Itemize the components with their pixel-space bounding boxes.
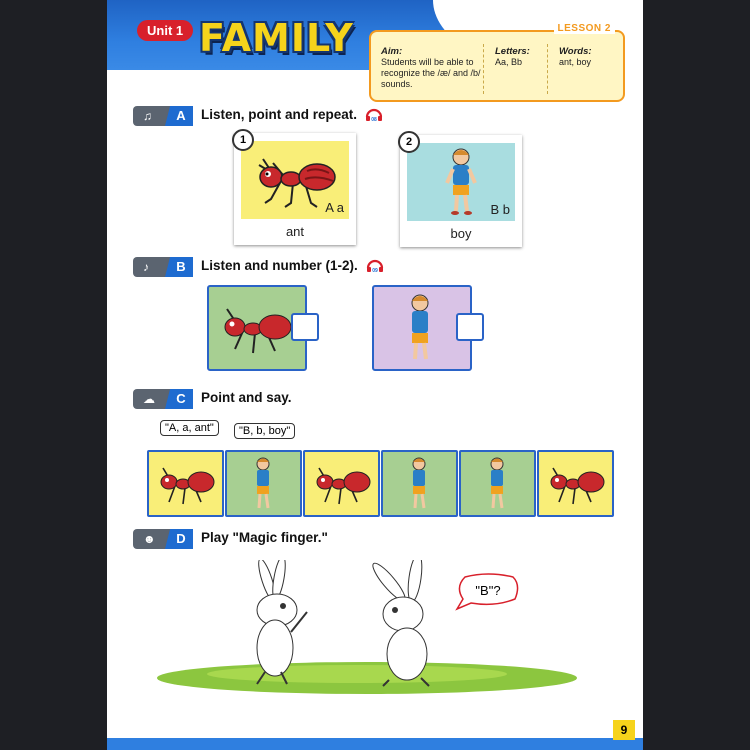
- speaker-icon: ♫: [143, 109, 152, 123]
- strip-picture-boy[interactable]: [459, 450, 536, 517]
- card-word: ant: [285, 224, 305, 239]
- card-word: boy: [450, 226, 472, 241]
- footer-band: [107, 738, 643, 750]
- section-instruction: [201, 258, 384, 273]
- svg-text:09: 09: [371, 268, 378, 274]
- card-letters: B b: [490, 202, 510, 217]
- section-a-header: [133, 106, 433, 128]
- speech-text: "B"?: [475, 583, 501, 598]
- speech-bubble-ant: "A, a, ant": [160, 420, 219, 436]
- section-instruction: Point and say.: [201, 390, 292, 405]
- unit-badge: Unit 1: [137, 20, 193, 41]
- aim-label: Aim:: [381, 46, 403, 57]
- strip-picture-boy[interactable]: [381, 450, 458, 517]
- headphones-icon[interactable]: [365, 108, 383, 122]
- rabbits-illustration: [157, 560, 597, 700]
- words-text: ant, boy: [559, 57, 592, 67]
- person-icon: ☻: [143, 532, 156, 546]
- speech-icon: ☁: [143, 392, 155, 406]
- words-column: [559, 46, 619, 68]
- divider: [547, 44, 548, 94]
- section-badge: [133, 389, 191, 409]
- section-badge: [133, 106, 191, 126]
- strip-picture-ant[interactable]: [537, 450, 614, 517]
- letters-text: Aa, Bb: [495, 57, 523, 67]
- instruction-text: Listen and number (1-2).: [201, 258, 358, 273]
- section-b-header: [133, 257, 433, 279]
- aim-text: Students will be able to recognize the /æ/ and /b/ sounds.: [381, 57, 481, 89]
- flashcard-boy[interactable]: [400, 135, 522, 247]
- answer-box[interactable]: [291, 313, 319, 341]
- section-c-header: [133, 389, 433, 411]
- workbook-page: [107, 0, 643, 750]
- card-number: 1: [232, 129, 254, 151]
- section-letter: D: [176, 531, 186, 546]
- speech-bubble-boy: "B, b, boy": [234, 423, 295, 439]
- instruction-text: Listen, point and repeat.: [201, 107, 358, 122]
- flashcard-ant[interactable]: [234, 133, 356, 245]
- strip-picture-boy[interactable]: [225, 450, 302, 517]
- section-badge: [133, 529, 191, 549]
- section-instruction: [201, 107, 383, 122]
- section-badge: [133, 257, 191, 277]
- aim-column: [381, 46, 481, 90]
- words-label: Words:: [559, 46, 592, 57]
- svg-text:08: 08: [371, 117, 377, 123]
- divider: [483, 44, 484, 94]
- lesson-tag: LESSON 2: [554, 23, 615, 34]
- card-number: 2: [398, 131, 420, 153]
- picture-ant: [207, 285, 307, 371]
- strip-picture-ant[interactable]: [147, 450, 224, 517]
- picture-boy: [372, 285, 472, 371]
- section-letter: B: [176, 259, 186, 274]
- section-letter: A: [176, 108, 186, 123]
- section-d-header: [133, 529, 433, 551]
- answer-box[interactable]: [456, 313, 484, 341]
- speech-bubble-rabbit: [455, 573, 521, 611]
- letters-column: [495, 46, 545, 68]
- strip-picture-ant[interactable]: [303, 450, 380, 517]
- page-title: FAMILY: [199, 16, 354, 60]
- card-letters: A a: [325, 200, 344, 215]
- aim-box: [369, 23, 625, 102]
- page-number: 9: [613, 720, 635, 740]
- letters-label: Letters:: [495, 46, 530, 57]
- headphones-icon: ♪: [143, 260, 149, 274]
- headphones-icon[interactable]: [366, 259, 384, 273]
- section-letter: C: [176, 391, 186, 406]
- section-instruction: Play "Magic finger.": [201, 530, 328, 545]
